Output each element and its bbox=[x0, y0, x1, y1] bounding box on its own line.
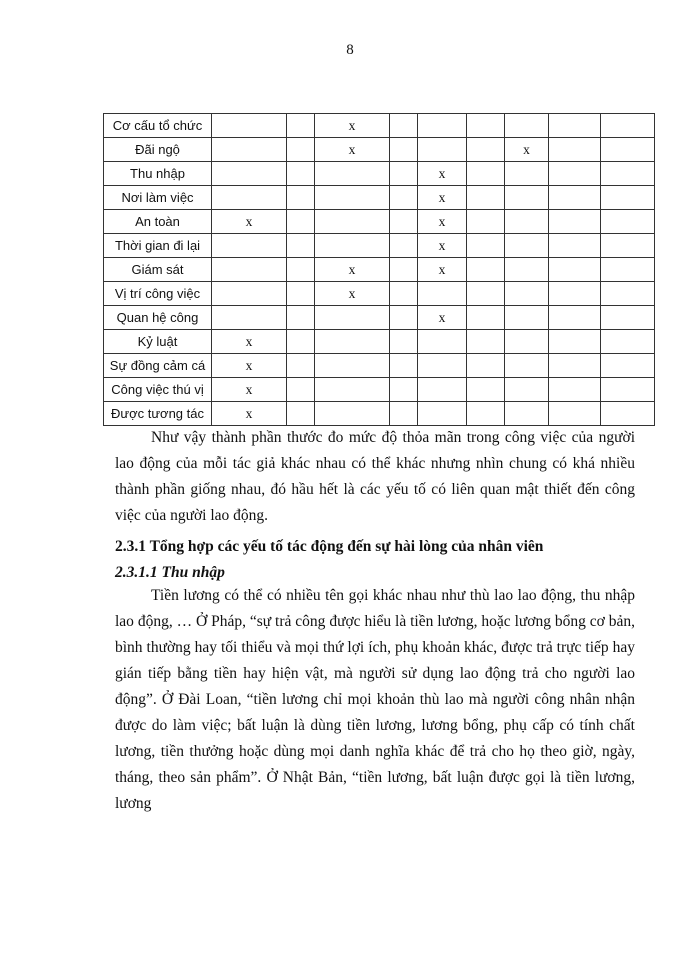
table-cell bbox=[315, 354, 390, 378]
table-row bbox=[104, 162, 655, 186]
section-heading: 2.3.1 Tổng hợp các yếu tố tác động đến sự hài lòng của nhân viên bbox=[115, 538, 544, 555]
table-cell: x bbox=[212, 378, 287, 402]
table-cell bbox=[549, 402, 601, 426]
table-row bbox=[104, 354, 655, 378]
table-row bbox=[104, 114, 655, 138]
table-cell bbox=[212, 258, 287, 282]
table-row bbox=[104, 234, 655, 258]
table-cell bbox=[287, 402, 315, 426]
table-cell bbox=[549, 330, 601, 354]
row-label: Thời gian đi lại bbox=[104, 234, 212, 258]
table-cell: x bbox=[212, 330, 287, 354]
table-cell bbox=[601, 330, 655, 354]
row-label: Cơ cấu tổ chức bbox=[104, 114, 212, 138]
table-cell bbox=[601, 234, 655, 258]
table-cell bbox=[601, 258, 655, 282]
table-cell bbox=[315, 234, 390, 258]
table-cell bbox=[212, 186, 287, 210]
row-label: Được tương tác bbox=[104, 402, 212, 426]
table-row bbox=[104, 282, 655, 306]
table-cell bbox=[287, 330, 315, 354]
table-cell bbox=[601, 282, 655, 306]
paragraph-1: Như vậy thành phần thước đo mức độ thỏa mãn trong công việc của người lao động của mỗi tác giả khác nhau có thể khác nhưng nhìn chung có khá nhiều thành phần giống nhau, đó hầu hết là các yếu tố có liên quan mật thiết đến công việc của người lao động. bbox=[115, 429, 635, 524]
factor-author-table bbox=[103, 113, 655, 426]
table-cell bbox=[505, 234, 549, 258]
table-row bbox=[104, 186, 655, 210]
table-cell bbox=[549, 354, 601, 378]
table-cell bbox=[467, 162, 505, 186]
table-cell bbox=[418, 402, 467, 426]
page-number: 8 bbox=[346, 42, 354, 58]
table-cell bbox=[390, 234, 418, 258]
table-cell bbox=[390, 330, 418, 354]
table-cell bbox=[467, 234, 505, 258]
table-cell bbox=[505, 210, 549, 234]
table-cell bbox=[505, 330, 549, 354]
table-cell bbox=[601, 378, 655, 402]
row-label: An toàn bbox=[104, 210, 212, 234]
table-cell bbox=[601, 186, 655, 210]
table-cell: x bbox=[418, 234, 467, 258]
table-cell: x bbox=[212, 210, 287, 234]
table-cell bbox=[287, 306, 315, 330]
table-cell bbox=[315, 210, 390, 234]
row-label: Đãi ngộ bbox=[104, 138, 212, 162]
table-cell bbox=[505, 354, 549, 378]
row-label: Quan hệ công bbox=[104, 306, 212, 330]
table-row bbox=[104, 138, 655, 162]
table-cell bbox=[418, 330, 467, 354]
table-cell bbox=[601, 306, 655, 330]
table-cell bbox=[287, 114, 315, 138]
table-cell bbox=[505, 114, 549, 138]
table-cell: x bbox=[315, 138, 390, 162]
table-cell bbox=[467, 258, 505, 282]
table-cell bbox=[549, 282, 601, 306]
table-cell: x bbox=[315, 114, 390, 138]
table-cell bbox=[287, 234, 315, 258]
table-cell bbox=[287, 138, 315, 162]
table-cell bbox=[505, 378, 549, 402]
table-cell bbox=[601, 402, 655, 426]
table-cell bbox=[418, 114, 467, 138]
table-cell bbox=[212, 234, 287, 258]
table-cell bbox=[467, 138, 505, 162]
table-cell bbox=[390, 282, 418, 306]
table-cell bbox=[390, 210, 418, 234]
table-cell: x bbox=[418, 258, 467, 282]
row-label: Thu nhập bbox=[104, 162, 212, 186]
table-cell: x bbox=[418, 162, 467, 186]
table-cell bbox=[549, 114, 601, 138]
table-cell bbox=[390, 354, 418, 378]
table-cell: x bbox=[418, 210, 467, 234]
table-cell bbox=[287, 378, 315, 402]
table-cell: x bbox=[505, 138, 549, 162]
table-cell bbox=[467, 210, 505, 234]
table-row bbox=[104, 378, 655, 402]
row-label: Nơi làm việc bbox=[104, 186, 212, 210]
table-cell bbox=[505, 162, 549, 186]
table-cell bbox=[212, 162, 287, 186]
table-cell: x bbox=[418, 306, 467, 330]
table-cell bbox=[315, 306, 390, 330]
table-cell bbox=[467, 186, 505, 210]
table-cell bbox=[287, 186, 315, 210]
subsection-heading: 2.3.1.1 Thu nhập bbox=[115, 564, 225, 581]
table-cell bbox=[390, 258, 418, 282]
table-cell bbox=[315, 186, 390, 210]
table-cell bbox=[549, 138, 601, 162]
table-cell bbox=[601, 354, 655, 378]
table-cell bbox=[505, 402, 549, 426]
table-cell bbox=[390, 138, 418, 162]
table-cell bbox=[315, 378, 390, 402]
table-cell bbox=[212, 282, 287, 306]
table-cell bbox=[287, 282, 315, 306]
table-cell bbox=[390, 186, 418, 210]
table-cell bbox=[287, 210, 315, 234]
table-cell bbox=[287, 162, 315, 186]
table-row bbox=[104, 306, 655, 330]
row-label: Giám sát bbox=[104, 258, 212, 282]
table-cell bbox=[467, 330, 505, 354]
table-cell: x bbox=[315, 258, 390, 282]
table-cell bbox=[315, 162, 390, 186]
table-cell bbox=[467, 402, 505, 426]
table-cell bbox=[212, 306, 287, 330]
table-cell bbox=[505, 258, 549, 282]
table-cell bbox=[549, 306, 601, 330]
table-cell bbox=[212, 114, 287, 138]
table-cell bbox=[601, 138, 655, 162]
table-cell: x bbox=[212, 354, 287, 378]
table-cell bbox=[390, 306, 418, 330]
table-cell bbox=[418, 354, 467, 378]
row-label: Kỷ luật bbox=[104, 330, 212, 354]
table-cell bbox=[390, 114, 418, 138]
table-cell bbox=[467, 282, 505, 306]
table-cell bbox=[601, 162, 655, 186]
table-cell bbox=[549, 210, 601, 234]
table-cell bbox=[549, 234, 601, 258]
table-cell bbox=[601, 114, 655, 138]
table-cell bbox=[467, 378, 505, 402]
table-cell: x bbox=[418, 186, 467, 210]
table-cell bbox=[287, 258, 315, 282]
table-cell bbox=[505, 306, 549, 330]
table-cell bbox=[390, 162, 418, 186]
table-row bbox=[104, 402, 655, 426]
table-cell bbox=[505, 186, 549, 210]
table-cell bbox=[315, 402, 390, 426]
table-cell bbox=[549, 258, 601, 282]
row-label: Sự đồng cảm cá bbox=[104, 354, 212, 378]
table-cell bbox=[467, 306, 505, 330]
table-cell: x bbox=[315, 282, 390, 306]
table-cell bbox=[549, 186, 601, 210]
paragraph-2: Tiền lương có thể có nhiều tên gọi khác nhau như thù lao lao động, thu nhập lao động, … Ở Pháp, “sự trả công được hiểu là tiền lương, hoặc lương bổng cơ bản, bình thường hay tối thiểu và mọi thứ lợi ích, phụ khoản khác, được trả trực tiếp hay gián tiếp bằng tiền hay hiện vật, mà người sử dụng lao động trả cho người lao động”. Ở Đài Loan, “tiền lương chỉ mọi khoản thù lao mà người công nhân nhận được do làm việc; bất luận là dùng tiền lương, lương bổng, phụ cấp có tính chất lương, tiền thưởng hoặc dùng mọi danh nghĩa khác để trả cho họ theo giờ, ngày, tháng, theo sản phẩm”. Ở Nhật Bản, “tiền lương, bất luận được gọi là tiền lương, lương bbox=[115, 587, 635, 812]
table-cell bbox=[601, 210, 655, 234]
table-row bbox=[104, 258, 655, 282]
row-label: Vị trí công việc bbox=[104, 282, 212, 306]
table-cell bbox=[212, 138, 287, 162]
table-cell bbox=[315, 330, 390, 354]
table-row bbox=[104, 210, 655, 234]
table-cell bbox=[390, 402, 418, 426]
table-cell bbox=[287, 354, 315, 378]
table-cell bbox=[549, 162, 601, 186]
table-row bbox=[104, 330, 655, 354]
row-label: Công việc thú vị bbox=[104, 378, 212, 402]
table-cell bbox=[505, 282, 549, 306]
table-cell bbox=[418, 282, 467, 306]
table-cell bbox=[549, 378, 601, 402]
table-cell bbox=[418, 378, 467, 402]
table-cell bbox=[467, 354, 505, 378]
table-cell: x bbox=[212, 402, 287, 426]
table-cell bbox=[418, 138, 467, 162]
table-cell bbox=[467, 114, 505, 138]
table-cell bbox=[390, 378, 418, 402]
